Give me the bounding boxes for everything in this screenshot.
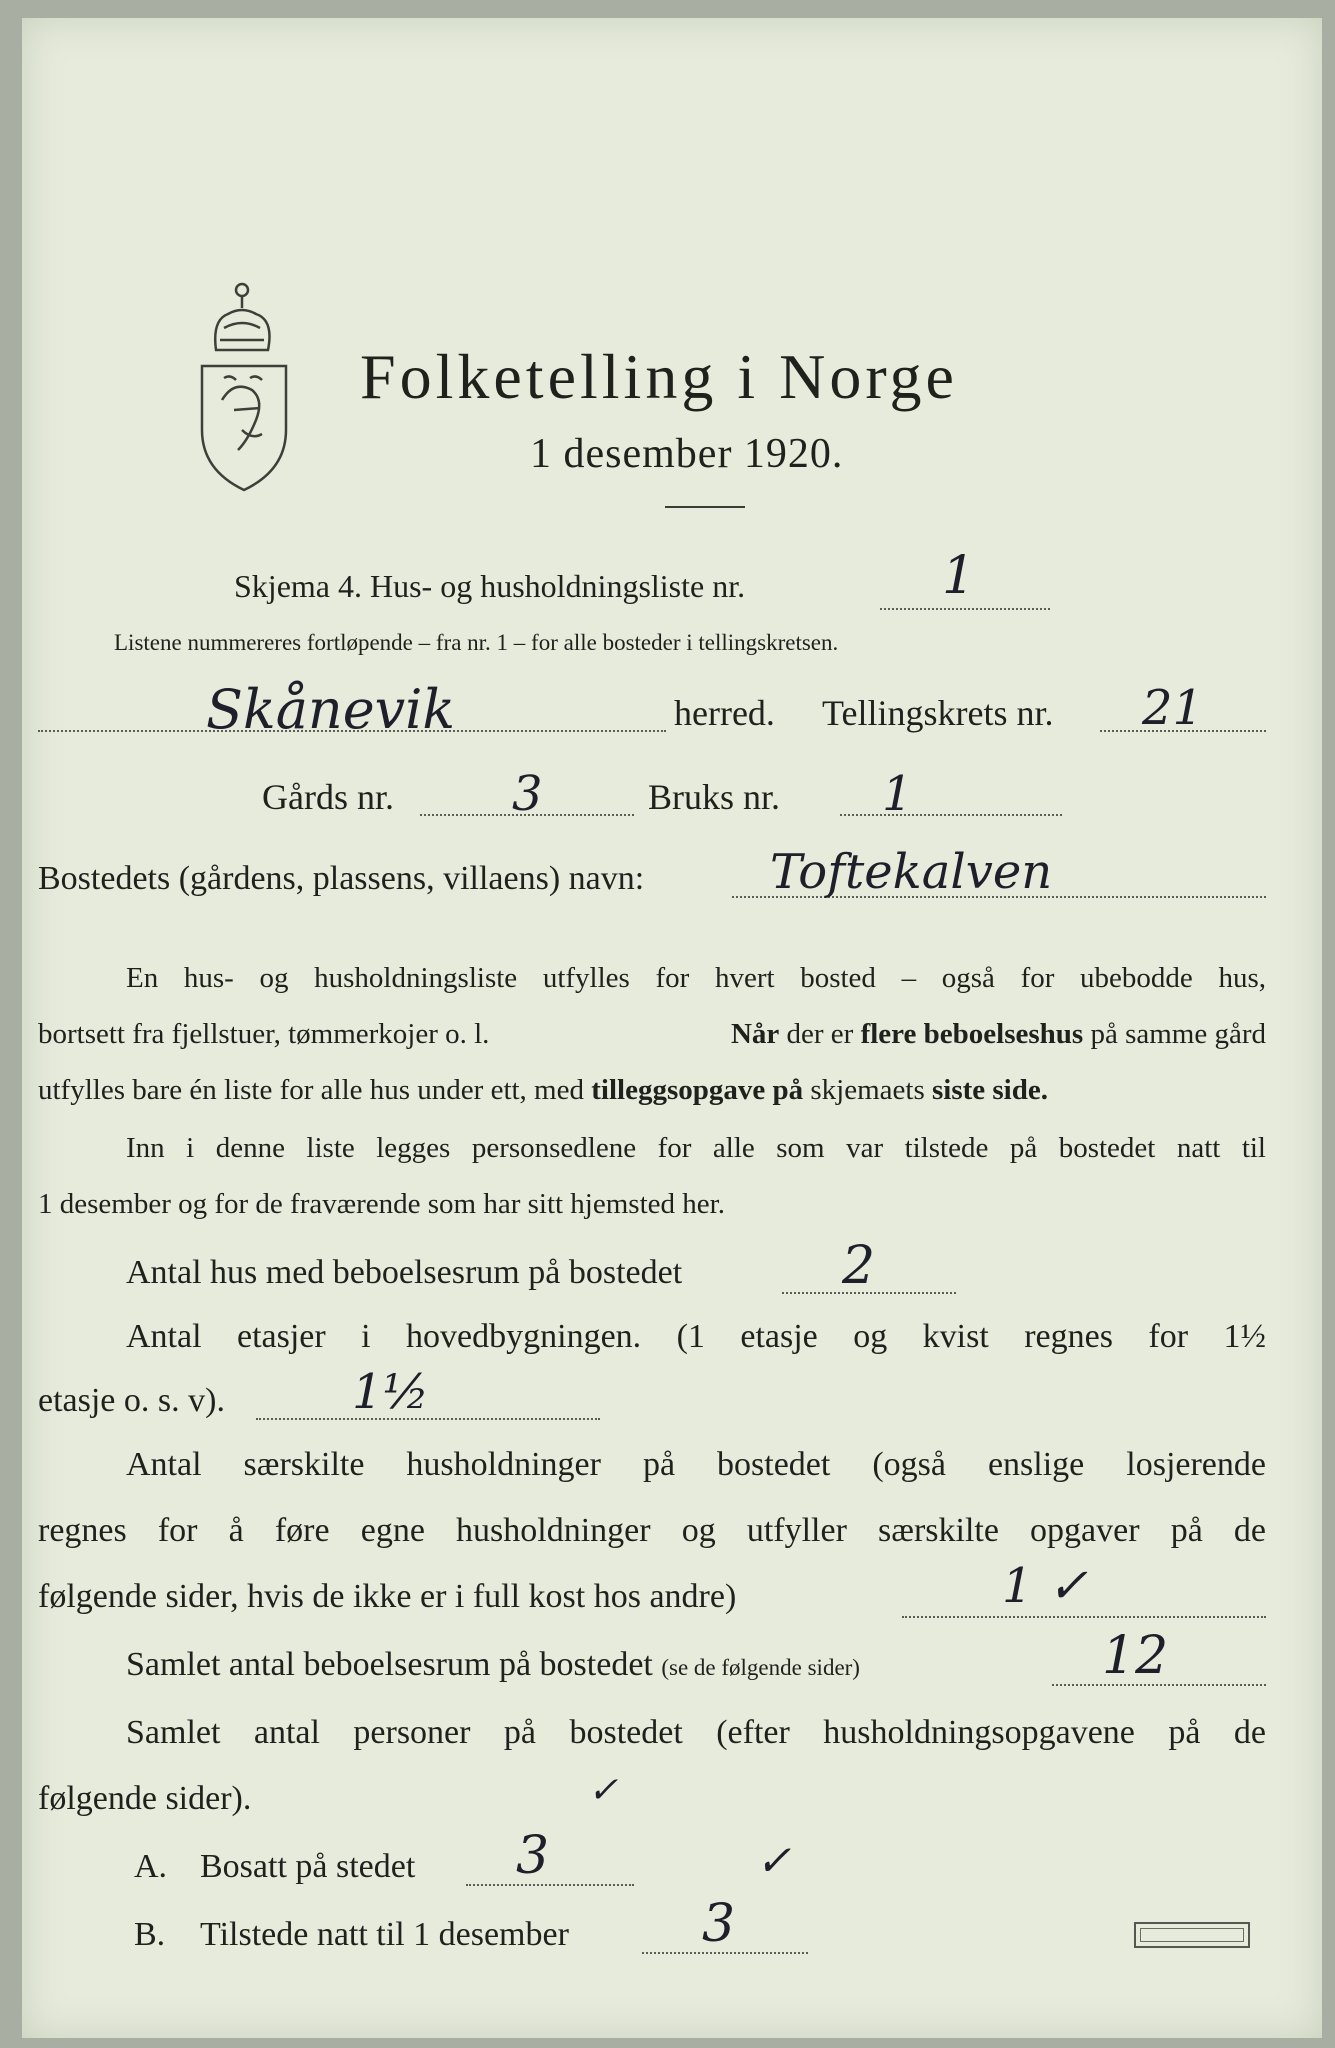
q2-value: 1½ (352, 1364, 430, 1420)
qa-label: Bosatt på stedet (200, 1848, 416, 1885)
instruction-2e: på samme gård (1090, 1018, 1266, 1050)
q3-line-1: Antal særskilte husholdninger på bostedet (også enslige losjerende (126, 1446, 1266, 1483)
q5-check-mark: ✓ (588, 1770, 619, 1811)
instruction-line-1: En hus- og husholdningsliste utfylles for hvert bosted – også for ubebodde hus, (126, 962, 1266, 994)
qb-letter: B. (134, 1916, 166, 1953)
instruction-3c: skjemaets (810, 1074, 925, 1106)
bruks-value: 1 (882, 766, 913, 822)
numbering-note: Listene nummereres fortløpende – fra nr. 1 – for alle bosteder i tellingskretsen. (114, 630, 839, 655)
instruction-2d: flere beboelseshus (860, 1018, 1084, 1050)
census-date: 1 desember 1920. (530, 431, 844, 477)
instruction-line-2 (38, 1018, 1266, 1051)
q3-value: 1 ✓ (1002, 1558, 1089, 1614)
q2-line-2: etasje o. s. v). (38, 1382, 225, 1419)
q1-value: 2 (842, 1236, 876, 1296)
instruction-3a: utfylles bare én liste for alle hus under ett, med (38, 1074, 584, 1106)
q4-label-text: Samlet antal beboelsesrum på bostedet (126, 1646, 653, 1683)
q5-line-2: følgende sider). (38, 1780, 252, 1817)
printer-stamp-icon (1134, 1922, 1250, 1948)
qa-check-mark: ✓ (756, 1836, 792, 1885)
instruction-2c: der er (786, 1018, 854, 1050)
q3-line-2: regnes for å føre egne husholdninger og utfyller særskilte opgaver på de (38, 1512, 1266, 1549)
title-divider (665, 506, 745, 508)
q3-line-3: følgende sider, hvis de ikke er i full kost hos andre) (38, 1578, 737, 1615)
schema-label: Skjema 4. Hus- og husholdningsliste nr. (234, 568, 746, 604)
herred-value: Skånevik (206, 678, 456, 741)
schema-number-field[interactable] (880, 608, 1050, 610)
instruction-3d: siste side. (931, 1074, 1048, 1106)
bosted-label: Bostedets (gårdens, plassens, villaens) navn: (38, 860, 645, 897)
page-title: Folketelling i Norge (360, 341, 958, 412)
qb-value: 3 (702, 1894, 736, 1954)
bruks-field[interactable] (840, 814, 1062, 816)
instruction-line-5: 1 desember og for de fraværende som har sitt hjemsted her. (38, 1188, 725, 1220)
gards-value: 3 (512, 766, 543, 822)
q2-line-1: Antal etasjer i hovedbygningen. (1 etasje og kvist regnes for 1½ (126, 1318, 1266, 1355)
bosted-value: Toftekalven (770, 844, 1053, 900)
instruction-line-4: Inn i denne liste legges personsedlene for alle som var tilstede på bostedet natt til (126, 1132, 1266, 1164)
bruks-label: Bruks nr. (648, 777, 781, 817)
q5-line-1: Samlet antal personer på bostedet (efter husholdningsopgavene på de (126, 1714, 1266, 1751)
herred-label: herred. (674, 693, 775, 733)
qa-value: 3 (516, 1826, 550, 1886)
q4-label (126, 1646, 860, 1684)
schema-number-value: 1 (942, 546, 976, 606)
qb-label: Tilstede natt til 1 desember (200, 1916, 569, 1953)
qa-field[interactable] (466, 1884, 634, 1886)
instruction-line-3 (38, 1074, 1048, 1107)
q3-field[interactable] (902, 1616, 1266, 1618)
q4-note: (se de følgende sider) (661, 1655, 860, 1680)
krets-value: 21 (1142, 680, 1204, 736)
instruction-2b: Når (730, 1018, 780, 1050)
q1-label: Antal hus med beboelsesrum på bostedet (126, 1254, 683, 1291)
instruction-3b: tilleggsopgave på (591, 1074, 804, 1106)
coat-of-arms-icon (194, 280, 298, 497)
instruction-2a: bortsett fra fjellstuer, tømmerkojer o. l. (38, 1018, 490, 1050)
krets-label: Tellingskrets nr. (822, 693, 1054, 733)
q4-value: 12 (1102, 1626, 1169, 1686)
qa-letter: A. (134, 1848, 168, 1885)
census-form-page (22, 18, 1322, 2038)
gards-label: Gårds nr. (262, 777, 394, 817)
